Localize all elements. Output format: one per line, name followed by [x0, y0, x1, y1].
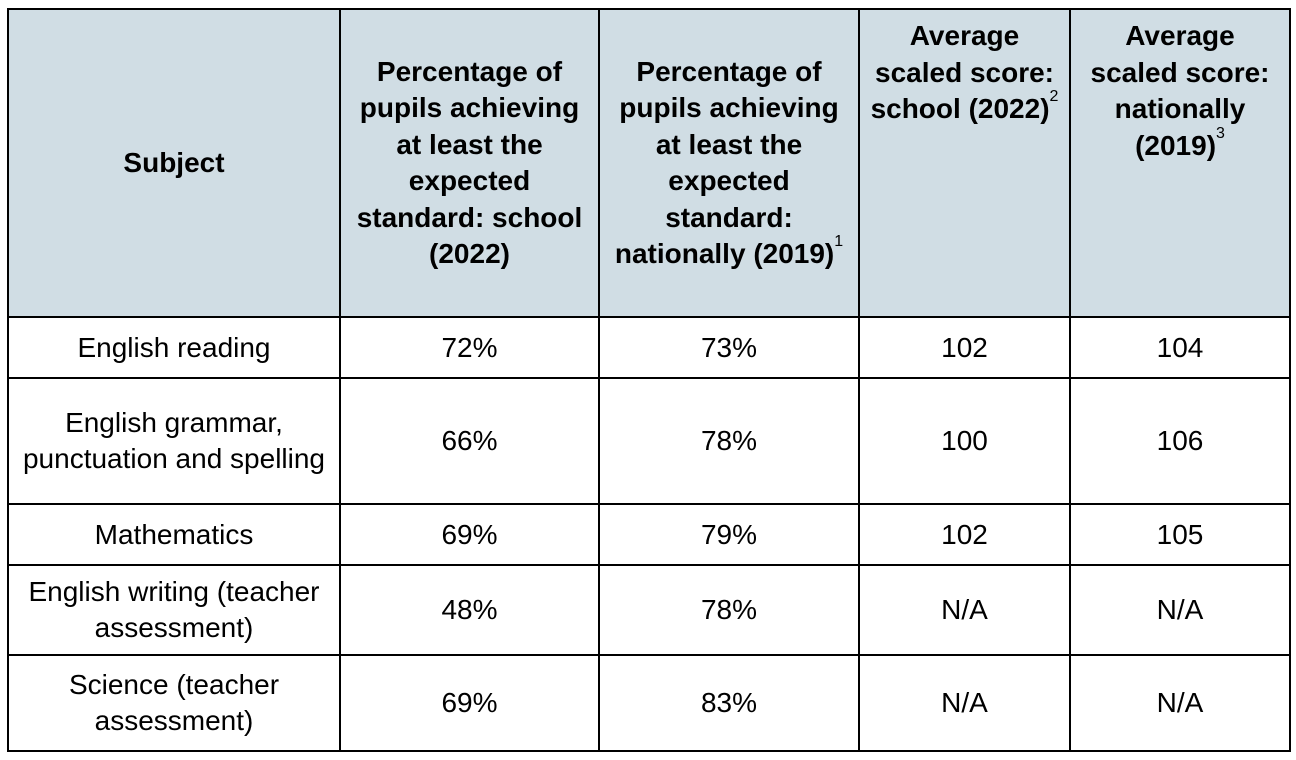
footnote-marker-2: 2 — [1049, 88, 1059, 105]
school-score-cell: N/A — [859, 565, 1070, 655]
header-school-score — [859, 9, 1070, 317]
table-row — [8, 504, 1290, 565]
table-row — [8, 378, 1290, 504]
subject-cell: Science (teacher assessment) — [8, 655, 340, 751]
subject-cell: English grammar, punctuation and spelling — [8, 378, 340, 504]
header-national-score — [1070, 9, 1290, 317]
national-percentage-cell: 78% — [599, 565, 859, 655]
national-percentage-cell: 78% — [599, 378, 859, 504]
national-percentage-cell: 79% — [599, 504, 859, 565]
table-row — [8, 317, 1290, 378]
national-score-cell: 104 — [1070, 317, 1290, 378]
subject-cell: Mathematics — [8, 504, 340, 565]
school-percentage-cell: 66% — [340, 378, 599, 504]
school-percentage-cell: 48% — [340, 565, 599, 655]
table-row — [8, 565, 1290, 655]
subject-cell: English writing (teacher assessment) — [8, 565, 340, 655]
national-percentage-cell: 83% — [599, 655, 859, 751]
header-subject-label: Subject — [123, 146, 225, 178]
header-national-score-label: Average scaled score: nationally (2019) — [1090, 20, 1270, 161]
national-score-cell: N/A — [1070, 655, 1290, 751]
footnote-marker-3: 3 — [1216, 124, 1225, 142]
results-table — [7, 8, 1291, 752]
header-school-percentage — [340, 9, 599, 317]
national-score-cell: 106 — [1070, 378, 1290, 504]
footnote-marker-1: 1 — [834, 233, 844, 250]
header-national-percentage-label: Percentage of pupils achieving at least the expected standard: nationally (2019) — [614, 55, 839, 269]
school-score-cell: N/A — [859, 655, 1070, 751]
school-percentage-cell: 69% — [340, 655, 599, 751]
subject-cell: English reading — [8, 317, 340, 378]
school-score-cell: 102 — [859, 317, 1070, 378]
national-percentage-cell: 73% — [599, 317, 859, 378]
header-row — [8, 9, 1290, 317]
header-school-score-label: Average scaled score: school (2022) — [870, 20, 1054, 124]
school-score-cell: 102 — [859, 504, 1070, 565]
table-row — [8, 655, 1290, 751]
school-score-cell: 100 — [859, 378, 1070, 504]
national-score-cell: 105 — [1070, 504, 1290, 565]
header-national-percentage — [599, 9, 859, 317]
national-score-cell: N/A — [1070, 565, 1290, 655]
school-percentage-cell: 72% — [340, 317, 599, 378]
header-subject — [8, 9, 340, 317]
header-school-percentage-label: Percentage of pupils achieving at least the expected standard: school (2022) — [356, 55, 583, 269]
school-percentage-cell: 69% — [340, 504, 599, 565]
